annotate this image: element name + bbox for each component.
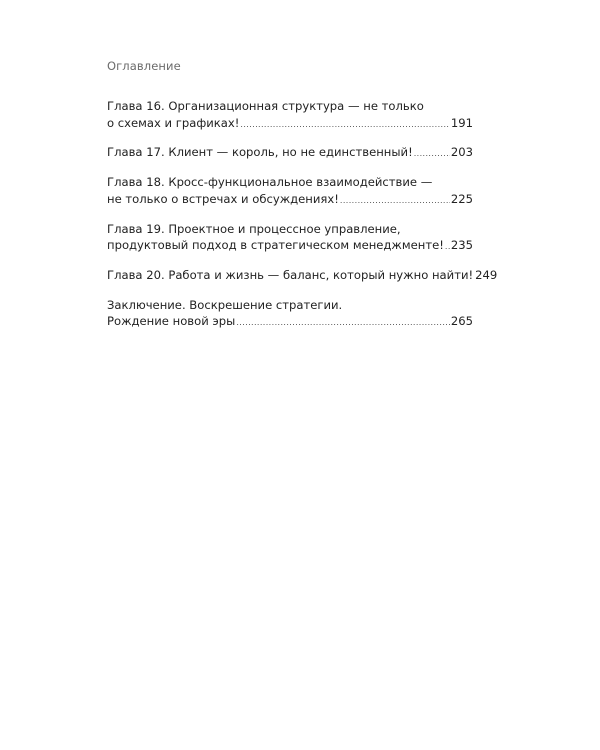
dot-leader: [414, 146, 450, 163]
toc-page-number: 191: [450, 115, 473, 130]
toc-page-number: 265: [450, 314, 473, 329]
table-of-contents: [107, 98, 498, 343]
toc-entry-title-end: Глава 20. Работа и жизнь — баланс, который нужно найти!: [107, 267, 474, 282]
toc-entry-title-line: Глава 16. Организационная структура — не только: [107, 99, 424, 113]
toc-page-number: 203: [450, 145, 473, 160]
toc-entry-title-line: Глава 19. Проектное и процессное управление,: [107, 221, 401, 236]
toc-entry-chapter-20[interactable]: [107, 267, 498, 286]
toc-entry-title-end: продуктовый подход в стратегическом менеджменте!: [107, 238, 444, 253]
toc-entry-chapter-18[interactable]: [107, 174, 473, 209]
dot-leader: [240, 117, 449, 134]
toc-page-number: 249: [475, 267, 498, 282]
toc-page-number: 225: [450, 191, 473, 206]
dot-leader: [340, 193, 450, 210]
toc-entry-title-end: Рождение новой эры: [107, 314, 236, 329]
toc-entry-title-line: Заключение. Воскрешение стратегии.: [107, 297, 343, 312]
toc-entry-title-line: Глава 18. Кросс-функциональное взаимодействие —: [107, 175, 433, 190]
dot-leader: [445, 239, 450, 256]
page-title: Оглавление: [107, 59, 181, 73]
toc-entry-chapter-16[interactable]: [107, 98, 473, 133]
toc-entry-title-end: не только о встречах и обсуждениях!: [107, 191, 339, 206]
toc-entry-chapter-17[interactable]: [107, 144, 473, 163]
toc-entry-conclusion[interactable]: [107, 297, 473, 332]
toc-entry-chapter-19[interactable]: [107, 221, 473, 256]
toc-page-number: 235: [450, 238, 473, 253]
dot-leader: [236, 315, 450, 332]
toc-entry-title-end: Глава 17. Клиент — король, но не единственный!: [107, 145, 413, 160]
toc-entry-title-end: о схемах и графиках!: [107, 115, 240, 130]
